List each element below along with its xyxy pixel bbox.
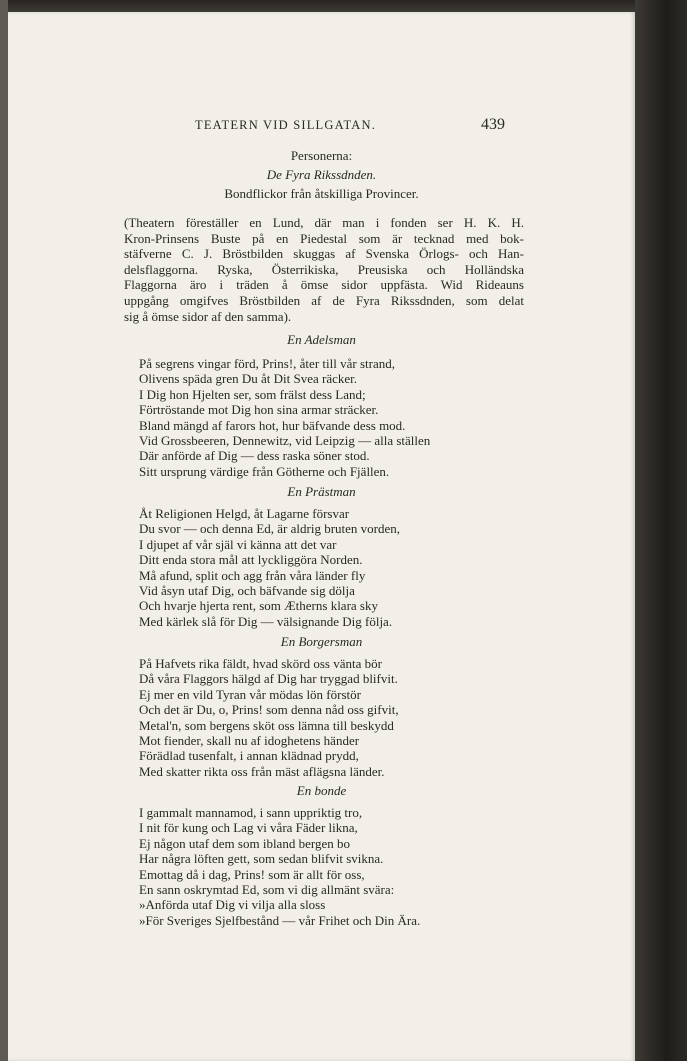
scan-border-top <box>0 0 687 12</box>
verse-line: Ej mer en vild Tyran vår mödas lön förstör <box>139 686 361 702</box>
page-number: 439 <box>481 116 505 133</box>
verse-line: Förtröstande mot Dig hon sina armar sträcker. <box>139 402 379 418</box>
verse-line: Vid Grossbeeren, Dennewitz, vid Leipzig — alla ställen <box>139 432 431 448</box>
speaker-prastman: En Prästman <box>287 484 356 499</box>
verse-line: I Dig hon Hjelten ser, som frälst dess Land; <box>139 386 366 402</box>
stage-direction-line: Kron-Prinsens Buste på en Piedestal som är tecknad med bok- <box>124 230 524 246</box>
stage-direction-line: uppgång omgifves Bröstbilden af de Fyra Rikssdnden, som delat <box>124 292 524 308</box>
verse-line: På segrens vingar förd, Prins!, åter till vår strand, <box>139 356 395 371</box>
verse-prastman <box>139 506 400 629</box>
verse-line: Förädlad tusenfalt, i annan klädnad prydd, <box>139 748 359 764</box>
verse-line: Där anförde af Dig — dess raska söner stod. <box>139 448 370 464</box>
verse-line: Med kärlek slå för Dig — välsignande Dig följa. <box>139 613 393 629</box>
verse-line: På Hafvets rika fäldt, hvad skörd oss vänta bör <box>139 656 382 671</box>
verse-line: Då våra Flaggors hälgd af Dig har tryggad blifvit. <box>139 671 398 687</box>
verse-line: Bland mängd af farors hot, hur bäfvande dess mod. <box>139 417 406 433</box>
verse-line: I nit för kung och Lag vi våra Fäder likna, <box>139 820 358 836</box>
running-title: TEATERN VID SILLGATAN. <box>195 118 377 132</box>
verse-line: Mot fiender, skall nu af idoghetens händer <box>139 732 360 748</box>
speaker-adelsman: En Adelsman <box>287 332 356 347</box>
stage-direction <box>124 215 524 324</box>
personae-line-2: Bondflickor från åtskilliga Provincer. <box>224 186 419 201</box>
stage-direction-line: sig å ömse sidor af den samma). <box>124 308 292 324</box>
verse-line: Och hvarje hjerta rent, som Ætherns klara sky <box>139 598 378 614</box>
speaker-bonde: En bonde <box>296 783 347 798</box>
verse-line: I gammalt mannamod, i sann uppriktig tro, <box>139 805 363 820</box>
verse-line: Åt Religionen Helgd, åt Lagarne försvar <box>139 506 350 521</box>
verse-line: Ditt enda stora mål att lyckliggöra Norden. <box>139 552 363 568</box>
verse-line: Må afund, split och agg från våra länder fly <box>139 567 366 583</box>
stage-direction-line: stäfverne C. J. Bröstbilden skuggas af Svenska Örlogs- och Han- <box>124 246 524 262</box>
personae-heading: Personerna: <box>290 148 353 163</box>
scan-border-left <box>0 0 8 1061</box>
verse-line: En sann oskrymtad Ed, som vi dig allmänt svära: <box>139 881 395 897</box>
verse-line: Ej någon utaf dem som ibland bergen bo <box>139 835 350 851</box>
verse-line: Och det är Du, o, Prins! som denna nåd oss gifvit, <box>139 702 399 718</box>
verse-line: Har några löften gett, som sedan blifvit svikna. <box>139 851 384 867</box>
scan-border-right <box>635 0 687 1061</box>
verse-line: »För Sveriges Sjelfbestånd — vår Frihet och Din Ära. <box>139 912 421 928</box>
verse-line: Metal'n, som bergens sköt oss lämna till beskydd <box>139 717 394 733</box>
verse-adelsman <box>139 356 430 479</box>
verse-line: Med skatter rikta oss från mäst aflägsna länder. <box>139 763 385 779</box>
personae-line-1: De Fyra Rikssdnden. <box>266 167 377 182</box>
verse-borgersman <box>139 656 399 779</box>
verse-line: Vid åsyn utaf Dig, och bäfvande sig dölja <box>139 582 355 598</box>
verse-line: Du svor — och denna Ed, är aldrig bruten vorden, <box>139 521 401 537</box>
verse-line: Olivens späda gren Du åt Dit Svea räcker. <box>139 371 358 387</box>
stage-direction-line: Flaggorna äro i träden å ömse sidor uppfästa. Wid Rideauns <box>124 277 524 293</box>
verse-line: Emottag då i dag, Prins! som är allt för oss, <box>139 866 365 882</box>
speaker-borgersman: En Borgersman <box>280 634 363 649</box>
verse-line: Sitt ursprung värdige från Götherne och Fjällen. <box>139 463 390 479</box>
running-head <box>195 116 505 136</box>
book-page <box>8 12 635 1061</box>
verse-bonde <box>139 805 420 928</box>
verse-line: »Anförda utaf Dig vi vilja alla sloss <box>139 897 326 913</box>
stage-direction-line: delsflaggorna. Ryska, Österrikiska, Preusiska och Holländska <box>124 261 524 277</box>
verse-line: I djupet af vår själ vi känna att det var <box>139 536 337 552</box>
stage-direction-line: (Theatern föreställer en Lund, där man i fonden ser H. K. H. <box>124 215 524 230</box>
